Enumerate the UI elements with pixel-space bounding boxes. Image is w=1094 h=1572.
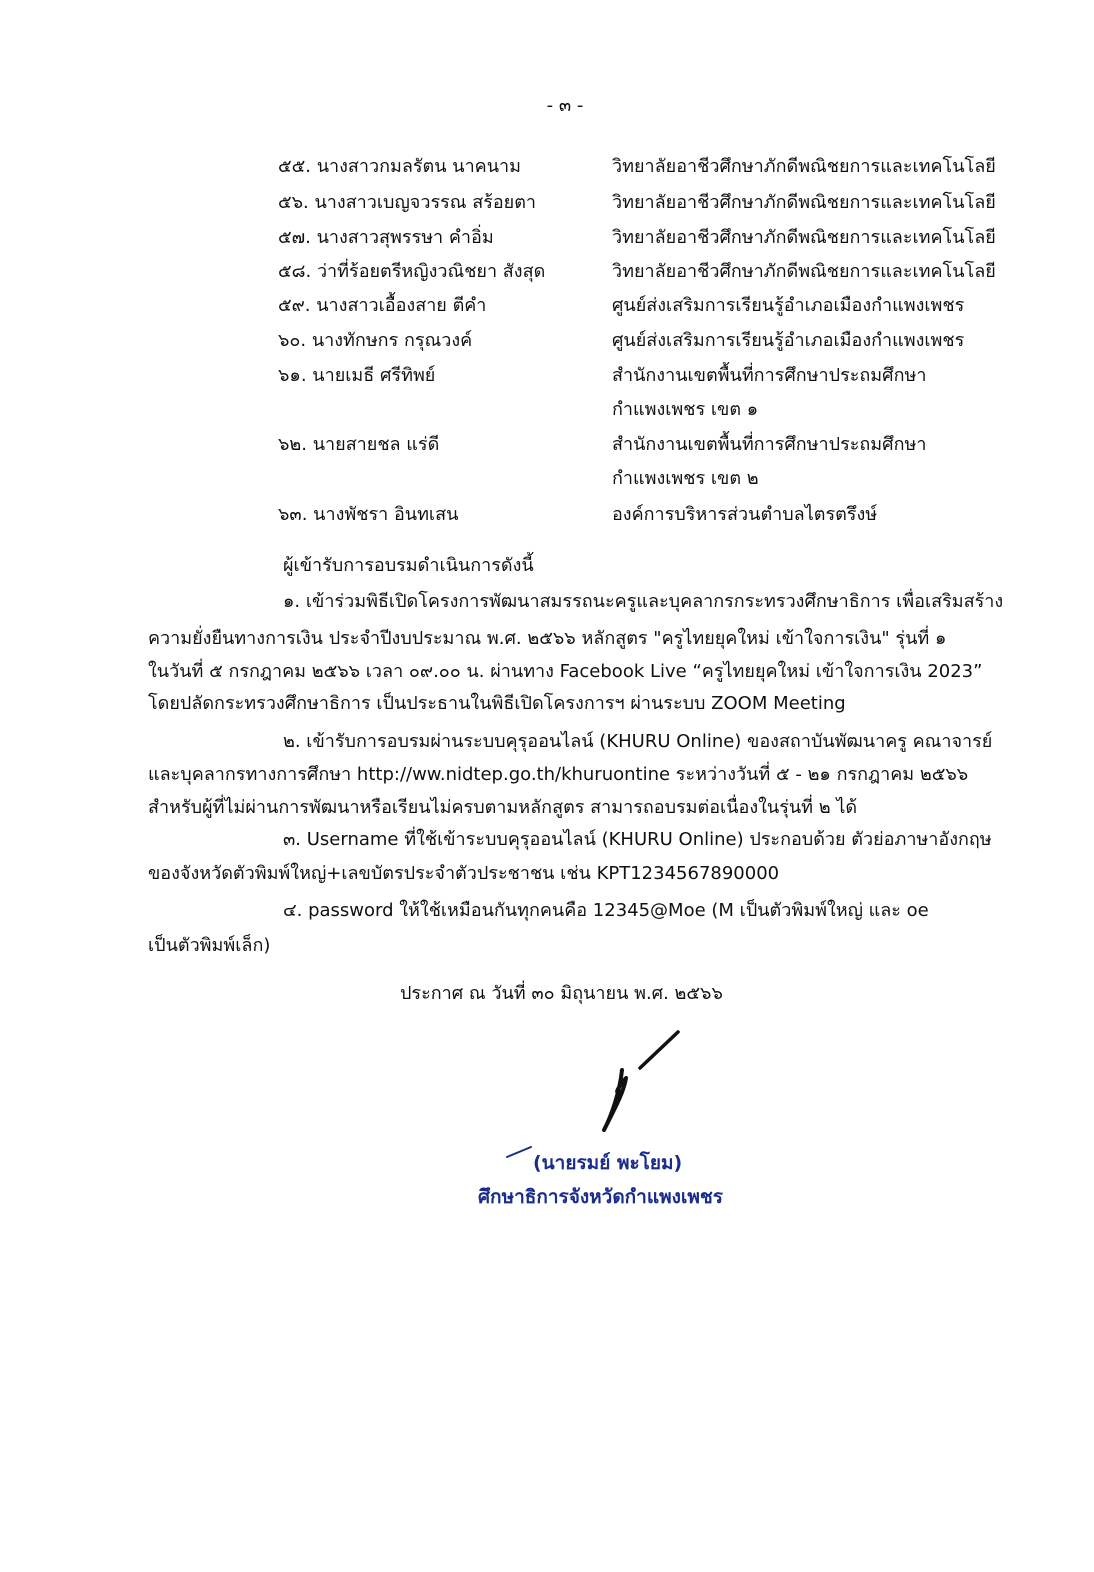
- participant-name: ๕๕. นางสาวกมลรัตน นาคนาม: [278, 156, 521, 177]
- participant-name: ๖๒. นายสายชล แร่ดี: [278, 434, 440, 455]
- org-line: องค์การบริหารส่วนตำบลไตรตรึงษ์: [612, 504, 878, 525]
- participant-name: ๖๑. นายเมธี ศรีทิพย์: [278, 365, 436, 386]
- participant-name: ๕๘. ว่าที่ร้อยตรีหญิงวณิชยา สังสุด: [278, 261, 546, 282]
- text-line: โดยปลัดกระทรวงศึกษาธิการ เป็นประธานในพิธีเปิดโครงการฯ ผ่านระบบ ZOOM Meeting: [148, 693, 846, 714]
- signer-title: ศึกษาธิการจังหวัดกำแพงเพชร: [478, 1186, 724, 1208]
- org-line: สำนักงานเขตพื้นที่การศึกษาประถมศึกษา: [612, 434, 927, 455]
- participant-org: [612, 428, 926, 496]
- org-line: วิทยาลัยอาชีวศึกษาภักดีพณิชยการและเทคโนโลยี: [612, 156, 996, 177]
- participant-name: ๕๙. นางสาวเอื้องสาย ตีคำ: [278, 295, 487, 316]
- participant-name: ๖๓. นางพัชรา อินทเสน: [278, 504, 459, 525]
- participant-org: [612, 324, 964, 358]
- org-line: กำแพงเพชร เขต ๒: [612, 468, 759, 489]
- org-line: วิทยาลัยอาชีวศึกษาภักดีพณิชยการและเทคโนโลยี: [612, 192, 996, 213]
- participant-org: [612, 498, 877, 532]
- text-line: สำหรับผู้ที่ไม่ผ่านการพัฒนาหรือเรียนไม่ครบตามหลักสูตร สามารถอบรมต่อเนื่องในรุ่นที่ ๒ ได้: [148, 797, 858, 818]
- text-line: เป็นตัวพิมพ์เล็ก): [148, 935, 271, 956]
- signer-name: (นายรมย์ พะโยม): [533, 1152, 683, 1174]
- participant-org: [612, 221, 996, 255]
- announcement-date: ประกาศ ณ วันที่ ๓๐ มิถุนายน พ.ศ. ๒๕๖๖: [400, 983, 723, 1004]
- text-line: ๔. password ให้ใช้เหมือนกันทุกคนคือ 12345@Moe (M เป็นตัวพิมพ์ใหญ่ และ oe: [283, 900, 929, 921]
- org-line: สำนักงานเขตพื้นที่การศึกษาประถมศึกษา: [612, 365, 927, 386]
- text-line: และบุคลากรทางการศึกษา http://ww.nidtep.go.th/khuruontine ระหว่างวันที่ ๕ - ๒๑ กรกฎาคม ๒๕๖๖: [148, 764, 969, 785]
- signature-mark: [505, 1145, 535, 1159]
- participant-org: [612, 186, 996, 220]
- instructions-intro: ผู้เข้ารับการอบรมดำเนินการดังนี้: [283, 555, 534, 576]
- participant-org: [612, 255, 996, 289]
- participant-name: ๖๐. นางทักษกร กรุณวงค์: [278, 330, 473, 351]
- participant-org: [612, 289, 964, 323]
- org-line: ศูนย์ส่งเสริมการเรียนรู้อำเภอเมืองกำแพงเพชร: [612, 330, 965, 351]
- org-line: ศูนย์ส่งเสริมการเรียนรู้อำเภอเมืองกำแพงเพชร: [612, 295, 965, 316]
- org-line: กำแพงเพชร เขต ๑: [612, 399, 759, 420]
- text-line: ๓. Username ที่ใช้เข้าระบบคุรุออนไลน์ (KHURU Online) ประกอบด้วย ตัวย่อภาษาอังกฤษ: [283, 829, 992, 850]
- org-line: วิทยาลัยอาชีวศึกษาภักดีพณิชยการและเทคโนโลยี: [612, 227, 996, 248]
- org-line: วิทยาลัยอาชีวศึกษาภักดีพณิชยการและเทคโนโลยี: [612, 261, 996, 282]
- signature-image: [590, 1030, 690, 1140]
- text-line: ความยั่งยืนทางการเงิน ประจำปีงบประมาณ พ.ศ. ๒๕๖๖ หลักสูตร "ครูไทยยุคใหม่ เข้าใจการเงิน" รุ่นที่ ๑: [148, 628, 947, 649]
- text-line: ในวันที่ ๕ กรกฎาคม ๒๕๖๖ เวลา ๐๙.๐๐ น. ผ่านทาง Facebook Live “ครูไทยยุคใหม่ เข้าใจการเงิน 2023”: [148, 661, 983, 682]
- text-line: ของจังหวัดตัวพิมพ์ใหญ่+เลขบัตรประจำตัวประชาชน เช่น KPT1234567890000: [148, 863, 780, 884]
- participant-name: ๕๗. นางสาวสุพรรษา คำอิ่ม: [278, 227, 494, 248]
- text-line: ๒. เข้ารับการอบรมผ่านระบบคุรุออนไลน์ (KHURU Online) ของสถาบันพัฒนาครู คณาจารย์: [283, 731, 993, 752]
- participant-org: [612, 150, 996, 184]
- participant-org: [612, 359, 926, 427]
- page-number: - ๓ -: [546, 95, 584, 116]
- text-line: ๑. เข้าร่วมพิธีเปิดโครงการพัฒนาสมรรถนะครูและบุคลากรกระทรวงศึกษาธิการ เพื่อเสริมสร้าง: [283, 591, 1004, 612]
- participant-name: ๕๖. นางสาวเบญจวรรณ สร้อยตา: [278, 192, 537, 213]
